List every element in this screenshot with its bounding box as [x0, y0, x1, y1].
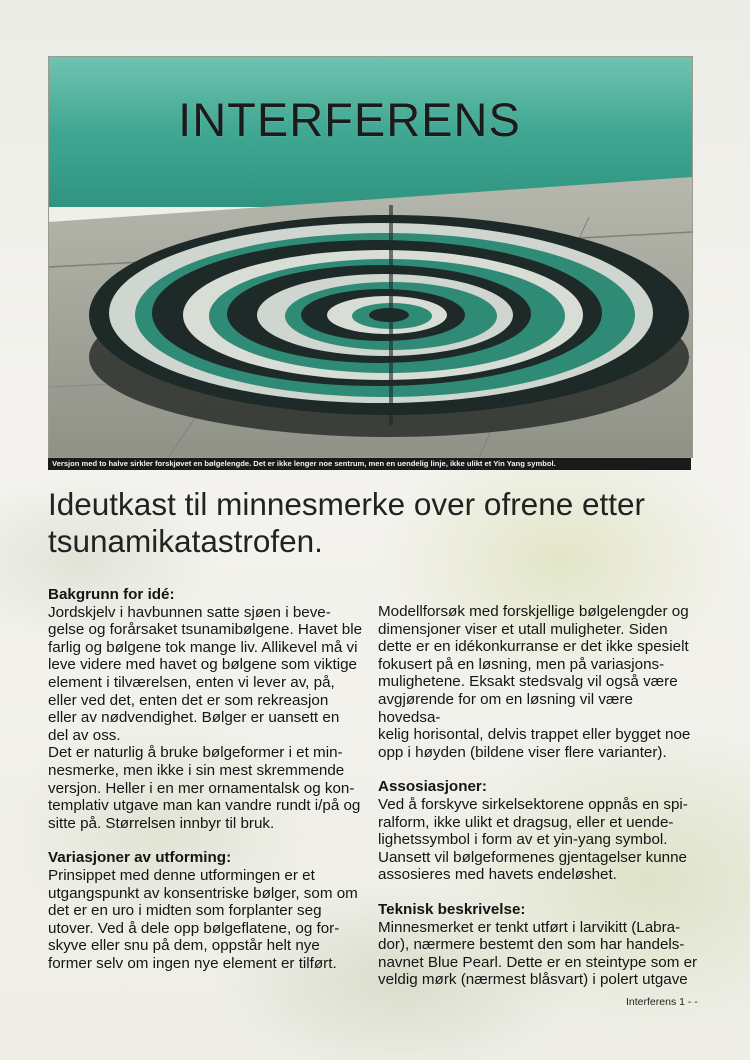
page-footer: Interferens 1 - - [626, 996, 698, 1008]
paragraph-intro: Modellforsøk med forskjellige bølgelengder og dimensjoner viser et utall muligheter. Siden dette er en idékonkurranse er det ikke spesielt fokusert på en løsning, men på variasjons- mulighetene. Eksakt stedsvalg vil også være avgjørende for om en løsning vil være hovedsa- kelig horisontal, delvis trappet eller bygget noe opp i høyden (bildene viser flere varianter). [378, 603, 691, 761]
left-column [48, 586, 368, 972]
section-heading-variasjoner: Variasjoner av utforming: [48, 849, 232, 867]
page-title: INTERFERENS [178, 93, 521, 146]
paragraph-bakgrunn-2: Det er naturlig å bruke bølgeformer i et min- nesmerke, men ikke i sin mest skremmende versjon. Heller i en mer ornamentalsk og kon- templativ utgave man kan vandre rundt i/på og sitte på. Størrelsen innbyr til bruk. [48, 744, 361, 832]
section-heading-teknisk: Teknisk beskrivelse: [378, 900, 526, 918]
right-column [378, 603, 698, 989]
section-heading-assosiasjoner: Assosiasjoner: [378, 778, 487, 796]
headline: Ideutkast til minnesmerke over ofrene etter tsunamikatastrofen. [48, 486, 646, 559]
paragraph-assosiasjoner: Ved å forskyve sirkelsektorene oppnås en spi- ralform, ikke ulikt et dragsug, eller et uende- lighetssymbol i form av et yin-yang symbol. Uansett vil bølgeformenes gjentagelser kunne assosieres med havets endeløshet. [378, 795, 688, 884]
paragraph-teknisk: Minnesmerket er tenkt utført i larvikitt (Labra- dor), nærmere bestemt den som har handels- navnet Blue Pearl. Dette er en steintype som er veldig mørk (nærmest blåsvart) i polert utgave [378, 918, 698, 989]
paragraph-variasjoner: Prinsippet med denne utformingen er et utgangspunkt av konsentriske bølger, som om det er en uro i midten som forplanter seg utover. Ved å dele opp bølgeflatene, og for- skyve eller snu på dem, oppstår helt nye former selv om ingen nye element er tilført. [48, 866, 358, 972]
photo-caption: Versjon med to halve sirkler forskjøvet en bølgelengde. Det er ikke lenger noe sentrum, men en uendelig linje, ikke ulikt et Yin Yang symbol. [48, 458, 691, 470]
paragraph-bakgrunn-1: Jordskjelv i havbunnen satte sjøen i beve- gelse og forårsaket tsunamibølgene. Havet ble farlig og bølgene tok mange liv. Allikevel må vi leve videre med havet og bølgene som viktige element i tilværelsen, enten vi lever av, på, eller ved det, enten det er som rekreasjon eller av nødvendighet. Bølger er uansett en del av oss. [48, 603, 363, 744]
section-heading-bakgrunn: Bakgrunn for idé: [48, 586, 175, 603]
